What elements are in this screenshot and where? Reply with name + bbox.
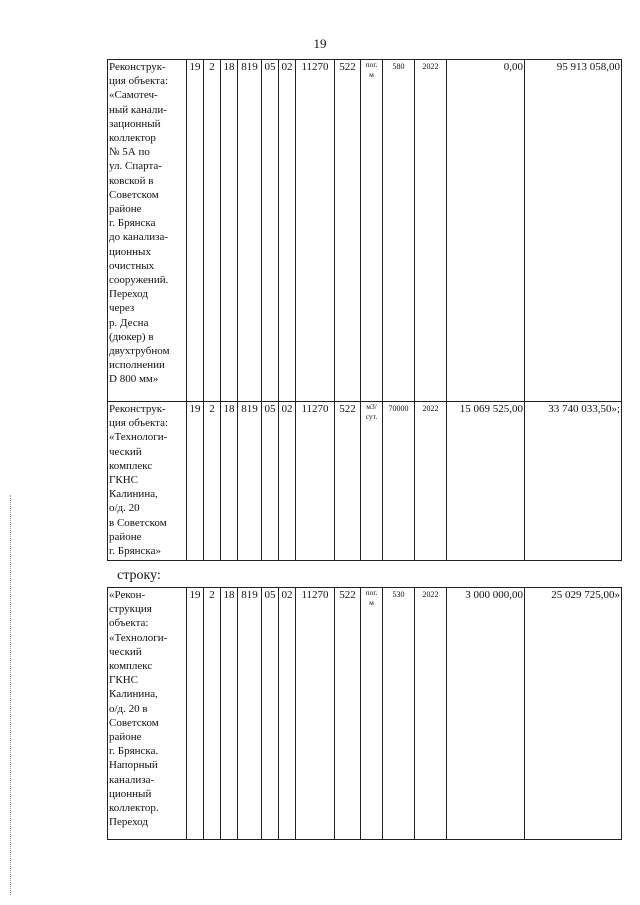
- table-row: [108, 402, 622, 561]
- code-cell: 19: [187, 402, 204, 561]
- code-cell: 18: [221, 588, 238, 840]
- unit-label: пог. м: [365, 588, 378, 607]
- code-cell: 819: [238, 402, 262, 561]
- code-cell: 02: [279, 402, 296, 561]
- object-name-cell: [108, 588, 187, 840]
- capacity-cell: 70000: [383, 402, 415, 561]
- code-cell: 2: [204, 402, 221, 561]
- capacity-cell: 580: [383, 60, 415, 402]
- amount-cell: 25 029 725,00»: [525, 588, 622, 840]
- unit-label: пог. м: [365, 60, 378, 79]
- object-name: Реконструк- ция объекта: «Технологи- ческий комплекс ГКНС Калинина, о/д. 20 в Советском районе г. Брянска»: [109, 403, 169, 558]
- budget-table-bottom: [107, 587, 622, 840]
- code-cell: 11270: [296, 402, 335, 561]
- year-cell: 2022: [415, 60, 447, 402]
- code-cell: 522: [335, 402, 361, 561]
- code-cell: 18: [221, 402, 238, 561]
- object-name: Реконструк- ция объекта: «Самотеч- ный канали- зационный коллектор № 5А по ул. Спарта- ковской в Советском районе г. Брянска до канализа- ционных очистных сооружений. Переход через р. Десна (дюкер) в двухтрубном исполнении D 800 мм»: [109, 61, 170, 386]
- amount-cell: 0,00: [447, 60, 525, 402]
- amount-cell: 33 740 033,50»;: [525, 402, 622, 561]
- unit-cell: [361, 402, 383, 561]
- code-cell: 19: [187, 588, 204, 840]
- capacity-cell: 530: [383, 588, 415, 840]
- code-cell: 2: [204, 588, 221, 840]
- amount-cell: 3 000 000,00: [447, 588, 525, 840]
- page-number: 19: [313, 36, 327, 51]
- code-cell: 19: [187, 60, 204, 402]
- object-name-cell: [108, 60, 187, 402]
- object-name-cell: [108, 402, 187, 561]
- code-cell: 18: [221, 60, 238, 402]
- code-cell: 819: [238, 60, 262, 402]
- code-cell: 02: [279, 588, 296, 840]
- year-cell: 2022: [415, 588, 447, 840]
- amount-cell: 95 913 058,00: [525, 60, 622, 402]
- code-cell: 522: [335, 60, 361, 402]
- unit-cell: [361, 588, 383, 840]
- code-cell: 11270: [296, 588, 335, 840]
- code-cell: 2: [204, 60, 221, 402]
- code-cell: 819: [238, 588, 262, 840]
- object-name: «Рекон- струкция объекта: «Технологи- ческий комплекс ГКНС Калинина, о/д. 20 в Советском районе г. Брянска. Напорный канализа- ционный коллектор. Переход: [109, 589, 168, 829]
- unit-label: м3/ сут.: [365, 402, 378, 421]
- amount-cell: 15 069 525,00: [447, 402, 525, 561]
- code-cell: 05: [262, 588, 279, 840]
- table-row: [108, 588, 622, 840]
- code-cell: 05: [262, 402, 279, 561]
- code-cell: 522: [335, 588, 361, 840]
- budget-table-top: [107, 59, 622, 561]
- stroke-label: строку:: [117, 568, 161, 583]
- binding-margin-dots: [10, 495, 13, 895]
- year-cell: 2022: [415, 402, 447, 561]
- code-cell: 05: [262, 60, 279, 402]
- code-cell: 11270: [296, 60, 335, 402]
- unit-cell: [361, 60, 383, 402]
- code-cell: 02: [279, 60, 296, 402]
- table-row: [108, 60, 622, 402]
